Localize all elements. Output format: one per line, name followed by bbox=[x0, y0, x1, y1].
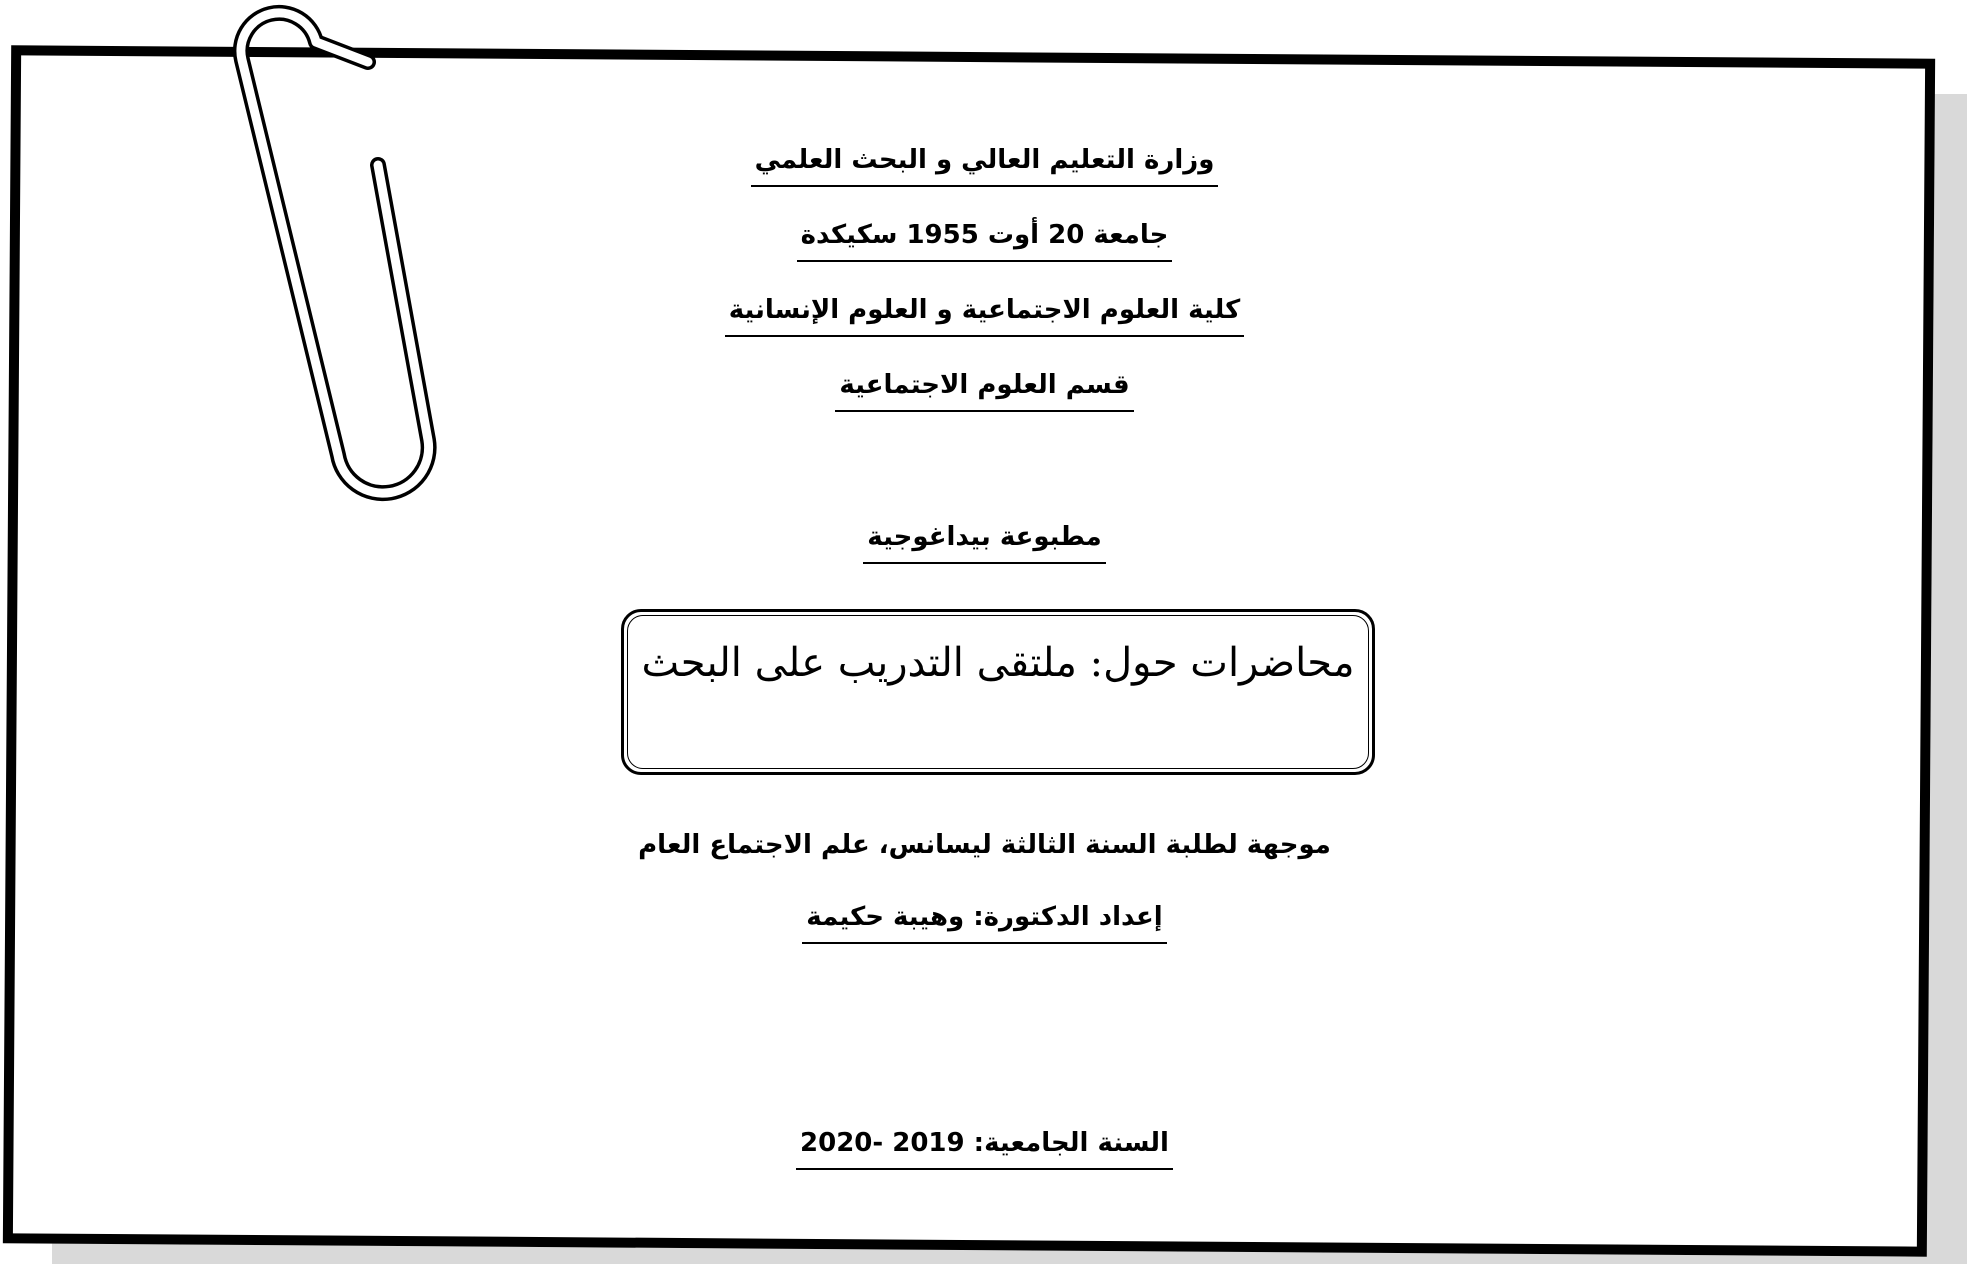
document-title: محاضرات حول: ملتقى التدريب على البحث bbox=[641, 640, 1355, 686]
university-text: جامعة 20 أوت 1955 سكيكدة bbox=[797, 220, 1173, 262]
document-type-text: مطبوعة بيداغوجية bbox=[863, 522, 1105, 564]
faculty-line bbox=[0, 295, 1969, 337]
academic-year-line bbox=[0, 1128, 1969, 1170]
audience-text: موجهة لطلبة السنة الثالثة ليسانس، علم الاجتماع العام bbox=[638, 830, 1331, 860]
ministry-text: وزارة التعليم العالي و البحث العلمي bbox=[751, 145, 1219, 187]
title-box bbox=[621, 609, 1375, 775]
ministry-line bbox=[0, 145, 1969, 187]
author-text: إعداد الدكتورة: وهيبة حكيمة bbox=[802, 902, 1166, 944]
document-type-line bbox=[0, 522, 1969, 564]
department-text: قسم العلوم الاجتماعية bbox=[835, 370, 1133, 412]
author-line bbox=[0, 902, 1969, 944]
audience-line bbox=[0, 830, 1969, 870]
department-line bbox=[0, 370, 1969, 412]
academic-year-text: السنة الجامعية: 2019 -2020 bbox=[796, 1128, 1173, 1170]
title-box-inner-border bbox=[627, 615, 1369, 769]
faculty-text: كلية العلوم الاجتماعية و العلوم الإنسانية bbox=[725, 295, 1245, 337]
university-line bbox=[0, 220, 1969, 262]
